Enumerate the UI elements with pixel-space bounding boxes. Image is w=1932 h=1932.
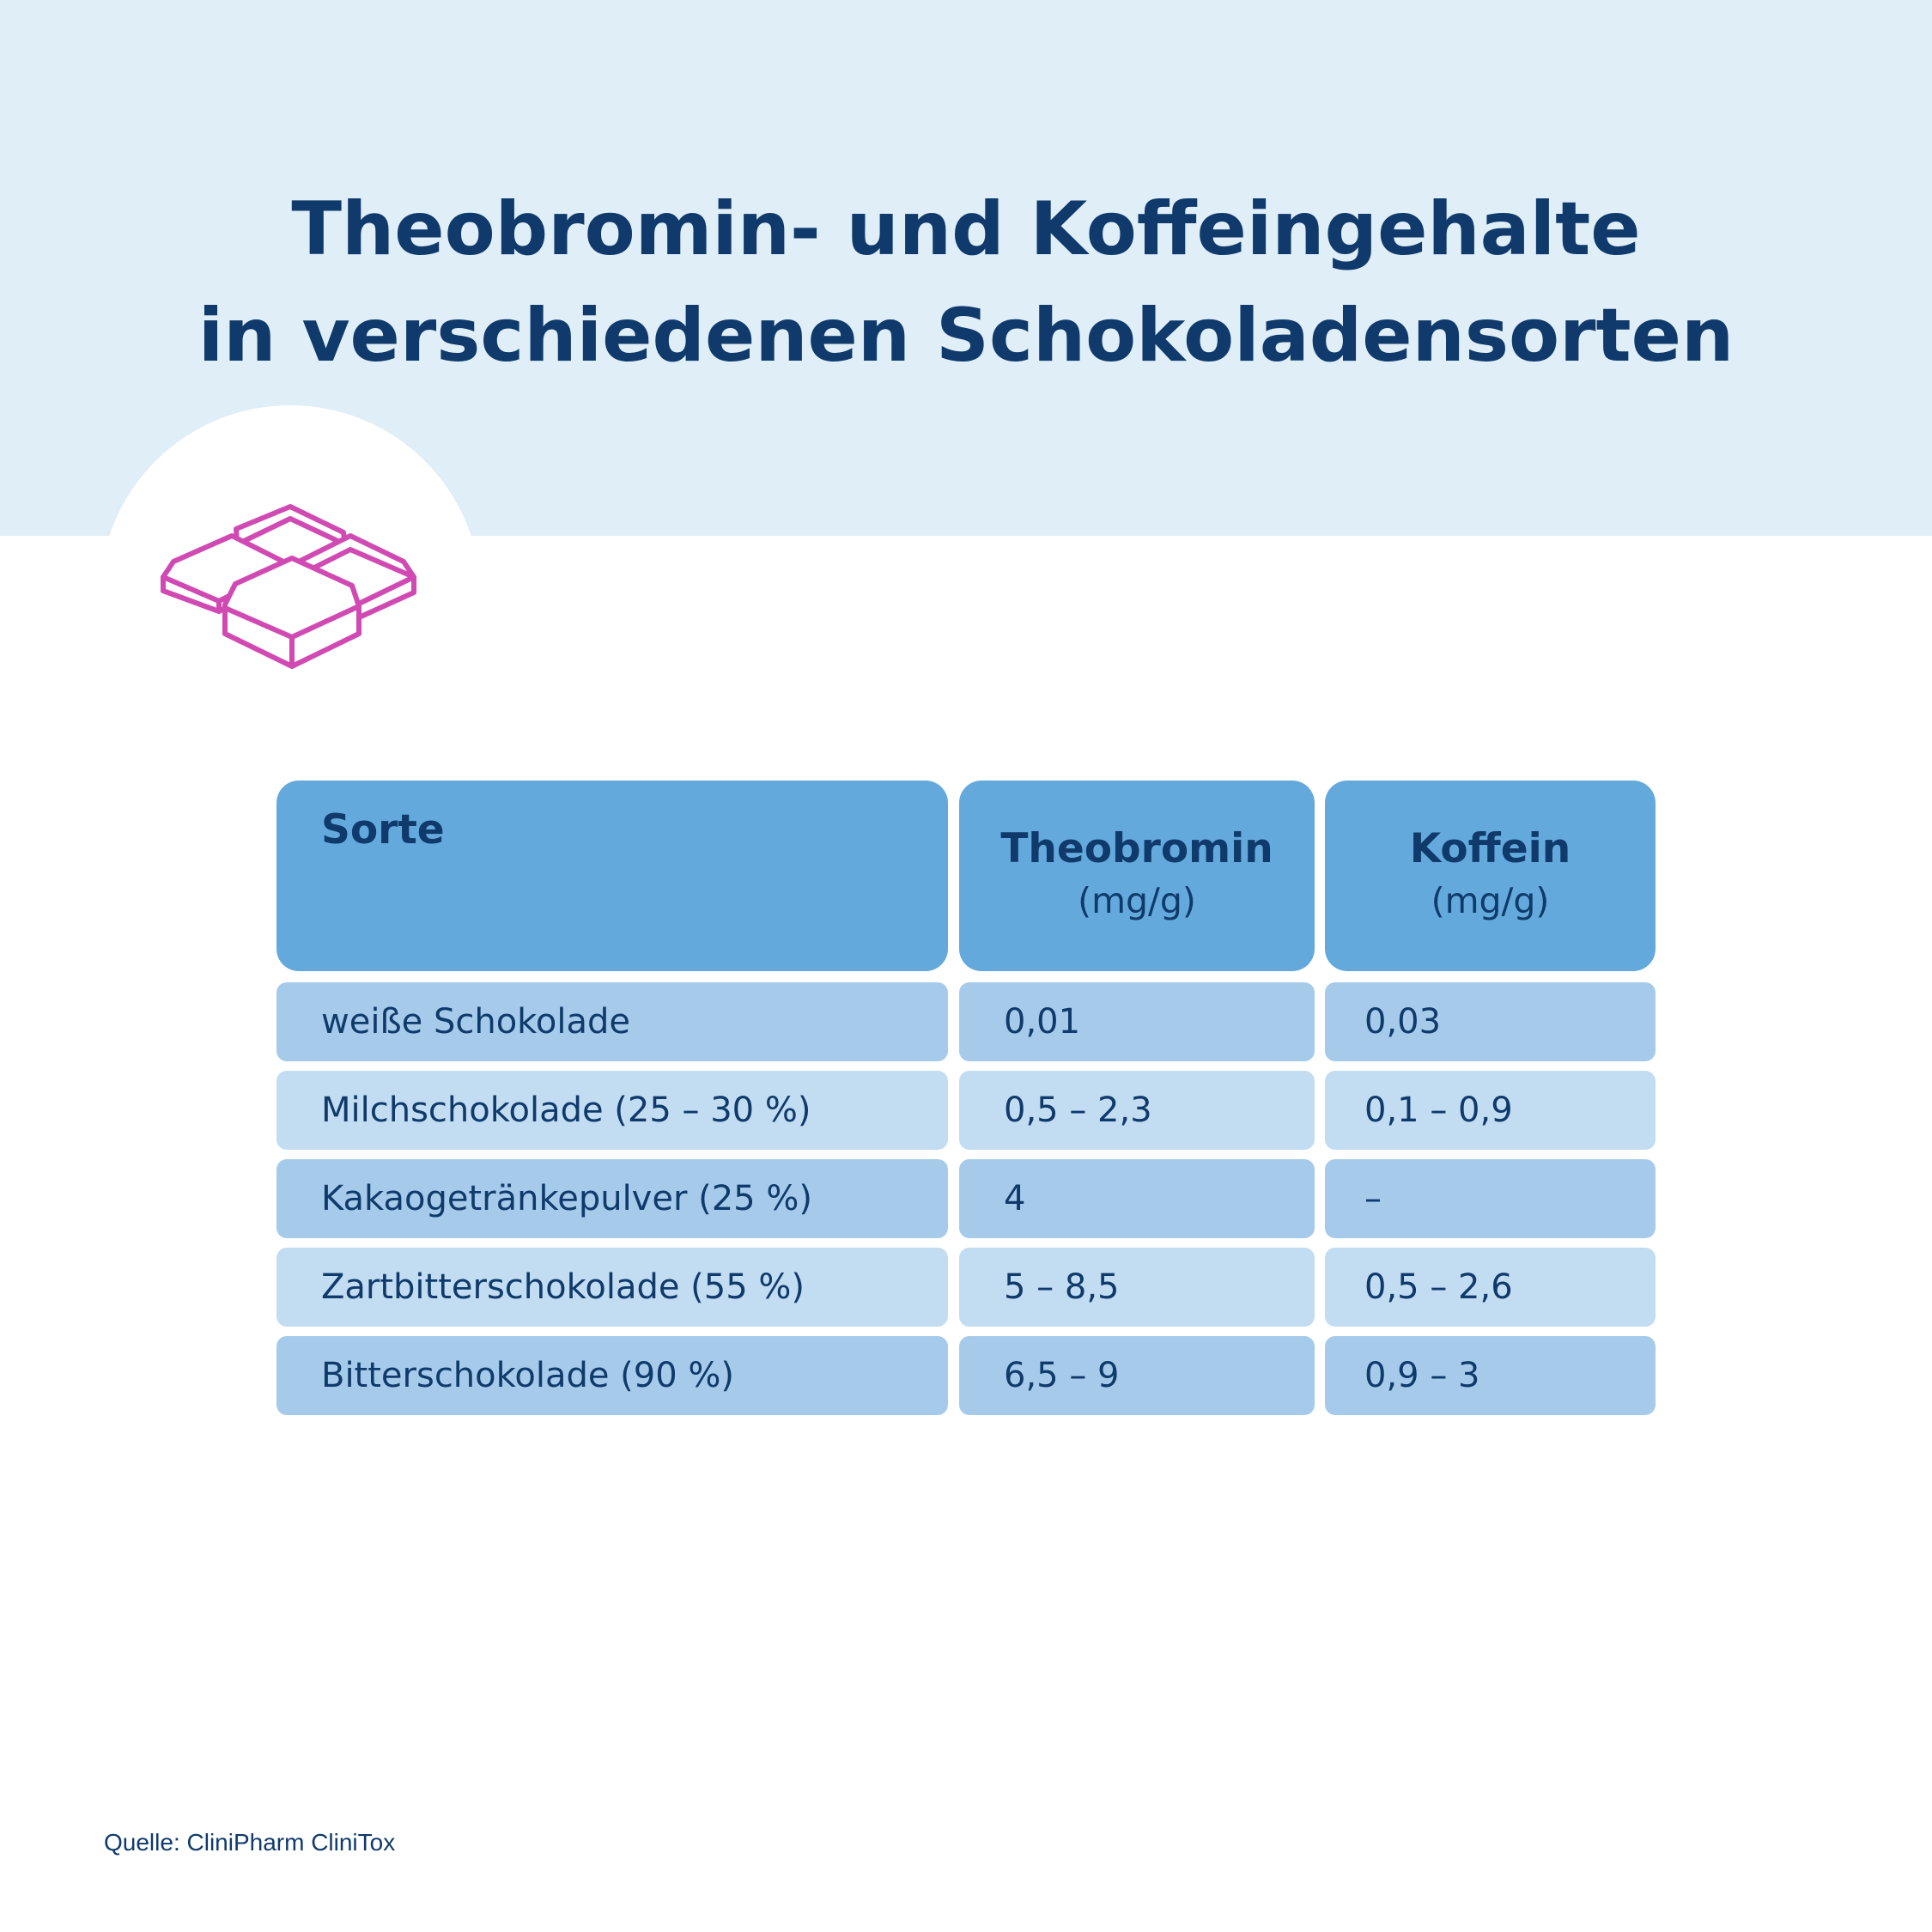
table-row xyxy=(276,1071,1656,1150)
source-note: Quelle: CliniPharm CliniTox xyxy=(104,1829,396,1856)
cell-koffein: – xyxy=(1325,1159,1656,1238)
cell-sorte: Zartbitterschokolade (55 %) xyxy=(276,1248,948,1327)
cell-theobromin: 4 xyxy=(959,1159,1315,1238)
header-cell-koffein xyxy=(1325,781,1656,971)
table-header-row xyxy=(276,781,1656,971)
table-row xyxy=(276,982,1656,1061)
cell-koffein: 0,03 xyxy=(1325,982,1656,1061)
cell-sorte: weiße Schokolade xyxy=(276,982,948,1061)
header-cell-sorte xyxy=(276,781,948,971)
cell-koffein: 0,5 – 2,6 xyxy=(1325,1248,1656,1327)
cell-theobromin: 0,01 xyxy=(959,982,1315,1061)
cell-theobromin: 0,5 – 2,3 xyxy=(959,1071,1315,1150)
cell-sorte: Milchschokolade (25 – 30 %) xyxy=(276,1071,948,1150)
page-title xyxy=(0,176,1932,389)
header-sorte-label: Sorte xyxy=(321,806,445,854)
cell-sorte: Kakaogetränkepulver (25 %) xyxy=(276,1159,948,1238)
cell-theobromin: 5 – 8,5 xyxy=(959,1248,1315,1327)
chocolate-bar-icon xyxy=(155,500,429,689)
title-line-2: in verschiedenen Schokoladensorten xyxy=(197,293,1735,379)
header-theobromin-label: Theobromin xyxy=(1000,825,1273,872)
header-theobromin-unit: (mg/g) xyxy=(1078,880,1196,921)
title-line-1: Theobromin- und Koffeingehalte xyxy=(291,186,1641,272)
header-koffein-unit: (mg/g) xyxy=(1431,880,1550,921)
table-row xyxy=(276,1159,1656,1238)
table-row xyxy=(276,1336,1656,1415)
table-row xyxy=(276,1248,1656,1327)
cell-sorte: Bitterschokolade (90 %) xyxy=(276,1336,948,1415)
theobromin-koffein-table xyxy=(276,781,1656,1425)
header-cell-theobromin xyxy=(959,781,1315,971)
cell-theobromin: 6,5 – 9 xyxy=(959,1336,1315,1415)
cell-koffein: 0,1 – 0,9 xyxy=(1325,1071,1656,1150)
header-koffein-label: Koffein xyxy=(1409,825,1571,872)
cell-koffein: 0,9 – 3 xyxy=(1325,1336,1656,1415)
